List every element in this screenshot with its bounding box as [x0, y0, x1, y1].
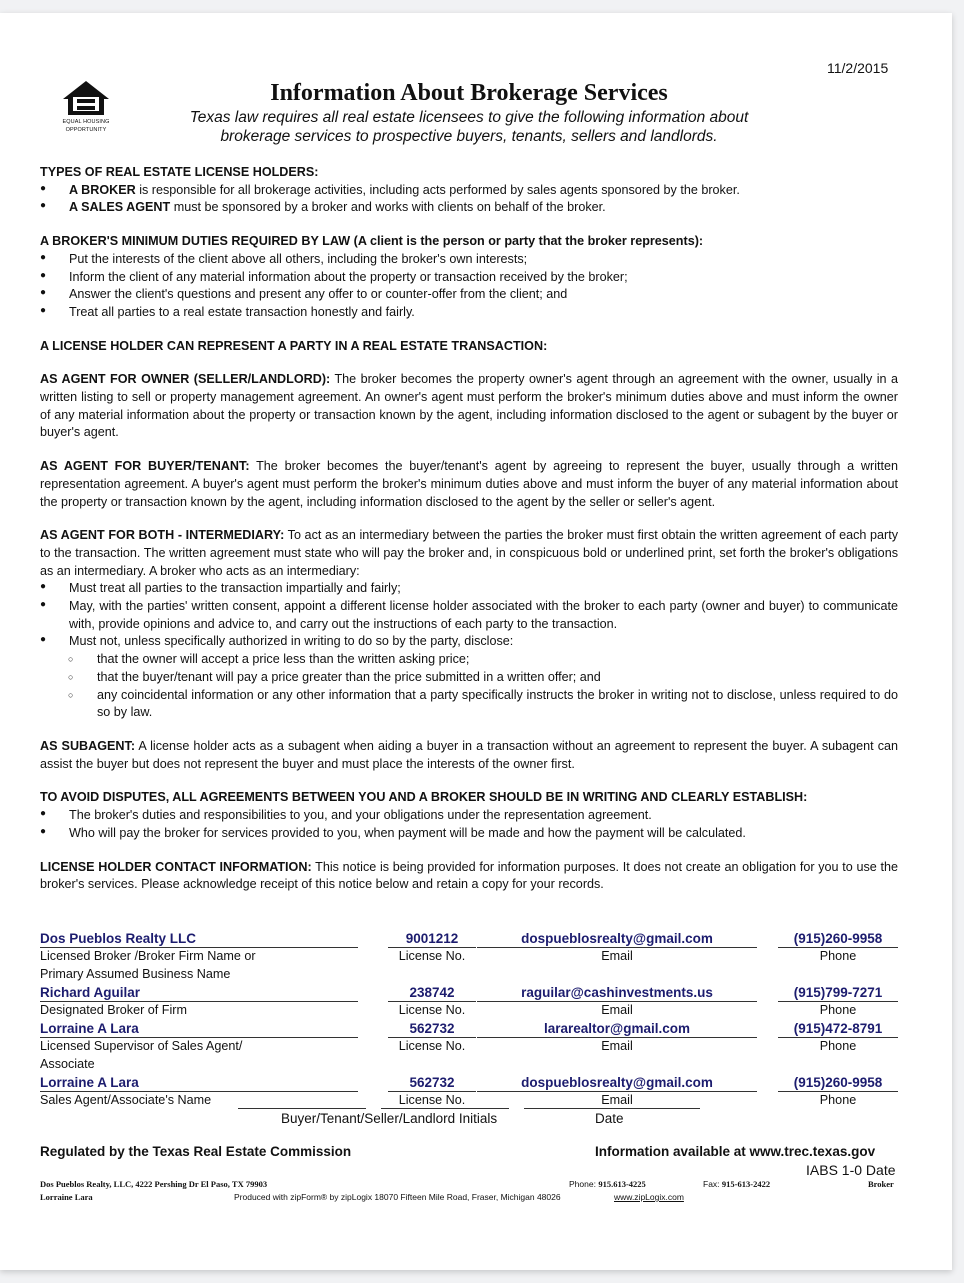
agent-name: Lorraine Lara	[40, 1192, 93, 1202]
date-line[interactable]	[524, 1108, 700, 1109]
designated-broker-license-field[interactable]: 238742	[388, 984, 476, 1002]
contact-row-broker-firm	[40, 930, 898, 948]
sales-agent-email-field[interactable]: dospueblosrealty@gmail.com	[477, 1074, 757, 1092]
form-id: IABS 1-0 Date	[806, 1162, 896, 1178]
supervisor-phone-field[interactable]: (915)472-8791	[778, 1020, 898, 1038]
contacts-table: Dos Pueblos Realty LLC 9001212 dospueblosrealty@gmail.com (915)260-9958 Licensed Broker /Broker Firm Name or License No. Email Phone Primary Assumed Business Name Richard Aguilar 238742 raguilar@cashinvestments.us (915)799-7271 Designated Broker of Firm License No. Email Phone Lorraine A Lara 562732 lararealtor@gmail.com (915)472-8791 Licensed Supervisor of Sales Agent/ License No. Email Phone Associate Lorraine A Lara 562732 dospueblosrealty@gmail.com (915)260-9958 Sales Agent/Associate's Name License No. Email Phone	[40, 930, 898, 1110]
broker-firm-phone-field[interactable]: (915)260-9958	[778, 930, 898, 948]
fax-info: Fax: 915-613-2422	[703, 1179, 771, 1189]
contact-row-designated-broker	[40, 984, 898, 1002]
document-body	[40, 164, 898, 894]
types-heading: TYPES OF REAL ESTATE LICENSE HOLDERS:	[40, 165, 319, 179]
trec-info-link[interactable]: Information available at www.trec.texas.gov	[595, 1144, 876, 1159]
logo-text-1: EQUAL HOUSING	[62, 119, 110, 125]
list-item: ● Treat all parties to a real estate transaction honestly and fairly.	[40, 304, 898, 322]
date-label: Date	[595, 1111, 624, 1126]
buyer-paragraph: AS AGENT FOR BUYER/TENANT: The broker becomes the buyer/tenant's agent by agreeing to represent the buyer, usually through a written representation agreement. A buyer's agent must perform the broker's minimum duties above and must inform the buyer of any material information about the property or transaction known by the agent, including information disclosed to the agent by the seller or seller's agent.	[40, 459, 899, 509]
list-item: ● May, with the parties' written consent, appoint a different license holder associated with the broker to each party (owner and buyer) to communicate with, provide opinions and advice to, and carry out the instructions of each party to the transaction.	[40, 598, 898, 633]
list-item: ● Must not, unless specifically authorized in writing to do so by the party, disclose:	[40, 633, 898, 651]
contact-row-supervisor	[40, 1020, 898, 1038]
contact-info-paragraph: LICENSE HOLDER CONTACT INFORMATION: This notice is being provided for information purposes. It does not create an obligation for you to use the broker's services. Please acknowledge receipt of this notice below and retain a copy for your records.	[40, 859, 898, 892]
list-item: ● The broker's duties and responsibilities to you, and your obligations under the representation agreement.	[40, 807, 898, 825]
regulated-text: Regulated by the Texas Real Estate Commission	[40, 1144, 352, 1159]
phone-info: Phone: 915.613-4225	[569, 1179, 646, 1189]
contact-row-sales-agent	[40, 1074, 898, 1092]
sales-agent-license-field[interactable]: 562732	[388, 1074, 476, 1092]
list-item: ● Put the interests of the client above all others, including the broker's own interests;	[40, 251, 898, 269]
list-item: ● Who will pay the broker for services provided to you, when payment will be made and how the payment will be calculated.	[40, 825, 898, 843]
page-title: Information About Brokerage Services	[270, 80, 668, 106]
types-list	[40, 182, 898, 217]
initials-label: Buyer/Tenant/Seller/Landlord Initials	[281, 1111, 498, 1126]
page-subtitle: Texas law requires all real estate licensees to give the following information about brokerage services to prospective buyers, tenants, sellers and landlords.	[189, 109, 749, 145]
disputes-heading: TO AVOID DISPUTES, ALL AGREEMENTS BETWEEN YOU AND A BROKER SHOULD BE IN WRITING AND CLEARLY ESTABLISH:	[40, 790, 808, 805]
subagent-paragraph: AS SUBAGENT: A license holder acts as a subagent when aiding a buyer in a transaction without an agreement to represent the buyer. A subagent can assist the buyer but does not represent the buyer and must place the interests of the owner first.	[40, 738, 898, 771]
sub-list-item: ○ that the buyer/tenant will pay a price greater than the price submitted in a written offer; and	[40, 669, 898, 687]
contact-label-row: Licensed Broker /Broker Firm Name or License No. Email Phone	[40, 949, 857, 963]
list-item: ● A SALES AGENT must be sponsored by a broker and works with clients on behalf of the broker.	[40, 199, 898, 217]
ziplogix-link[interactable]: www.zipLogix.com	[614, 1192, 684, 1202]
intermediary-paragraph: AS AGENT FOR BOTH - INTERMEDIARY: To act as an intermediary between the parties the broker must first obtain the written agreement of each party to the transaction. The written agreement must state who will pay the broker and, in conspicuous bold or underlined print, set forth the broker's obligations as an intermediary. A broker who acts as an intermediary:	[40, 528, 898, 578]
designated-broker-phone-field[interactable]: (915)799-7271	[778, 984, 898, 1002]
designated-broker-email-field[interactable]: raguilar@cashinvestments.us	[477, 984, 757, 1002]
broker-firm-license-field[interactable]: 9001212	[388, 930, 476, 948]
supervisor-name-field[interactable]: Lorraine A Lara	[40, 1020, 358, 1038]
document-page	[0, 13, 952, 1270]
sub-list-item: ○ that the owner will accept a price less than the written asking price;	[40, 651, 898, 669]
broker-firm-email-field[interactable]: dospueblosrealty@gmail.com	[477, 930, 757, 948]
list-item: ● Inform the client of any material information about the property or transaction received by the broker;	[40, 269, 898, 287]
duties-heading: A BROKER'S MINIMUM DUTIES REQUIRED BY LAW (A client is the person or party that the broker represents):	[40, 234, 704, 249]
owner-paragraph: AS AGENT FOR OWNER (SELLER/LANDLORD): The broker becomes the property owner's agent through an agreement with the owner, usually in a written listing to sell or property management agreement. An owner's agent must perform the broker's minimum duties above and must inform the owner of any material information about the property or transaction known by the agent, including information disclosed to the agent or subagent by the buyer or buyer's agent.	[40, 372, 899, 440]
initials-line-2[interactable]	[381, 1108, 509, 1109]
intermediary-sublist	[40, 651, 898, 722]
produced-by-text: Produced with zipForm® by zipLogix 18070 Fifteen Mile Road, Fraser, Michigan 48026	[234, 1192, 561, 1202]
list-item: ● A BROKER is responsible for all brokerage activities, including acts performed by sales agents sponsored by the broker.	[40, 182, 898, 200]
list-item: ● Answer the client's questions and present any offer to or counter-offer from the client; and	[40, 286, 898, 304]
supervisor-email-field[interactable]: lararealtor@gmail.com	[477, 1020, 757, 1038]
company-address: Dos Pueblos Realty, LLC, 4222 Pershing Dr El Paso, TX 79903	[40, 1179, 268, 1189]
initials-line-1[interactable]	[238, 1108, 366, 1109]
designated-broker-name-field[interactable]: Richard Aguilar	[40, 984, 358, 1002]
disputes-list	[40, 807, 898, 842]
represent-heading: A LICENSE HOLDER CAN REPRESENT A PARTY IN A REAL ESTATE TRANSACTION:	[40, 338, 548, 353]
role-label: Broker	[868, 1179, 894, 1189]
intermediary-list	[40, 580, 898, 651]
supervisor-license-field[interactable]: 562732	[388, 1020, 476, 1038]
form-date: 11/2/2015	[827, 60, 889, 76]
logo-text-2: OPPORTUNITY	[65, 127, 107, 133]
broker-firm-name-field[interactable]: Dos Pueblos Realty LLC	[40, 930, 358, 948]
sales-agent-name-field[interactable]: Lorraine A Lara	[40, 1074, 358, 1092]
sales-agent-phone-field[interactable]: (915)260-9958	[778, 1074, 898, 1092]
list-item: ● Must treat all parties to the transaction impartially and fairly;	[40, 580, 898, 598]
duties-list	[40, 251, 898, 322]
sub-list-item: ○ any coincidental information or any other information that a party specifically instructs the broker in writing not to disclose, unless required to do so by law.	[40, 687, 898, 722]
